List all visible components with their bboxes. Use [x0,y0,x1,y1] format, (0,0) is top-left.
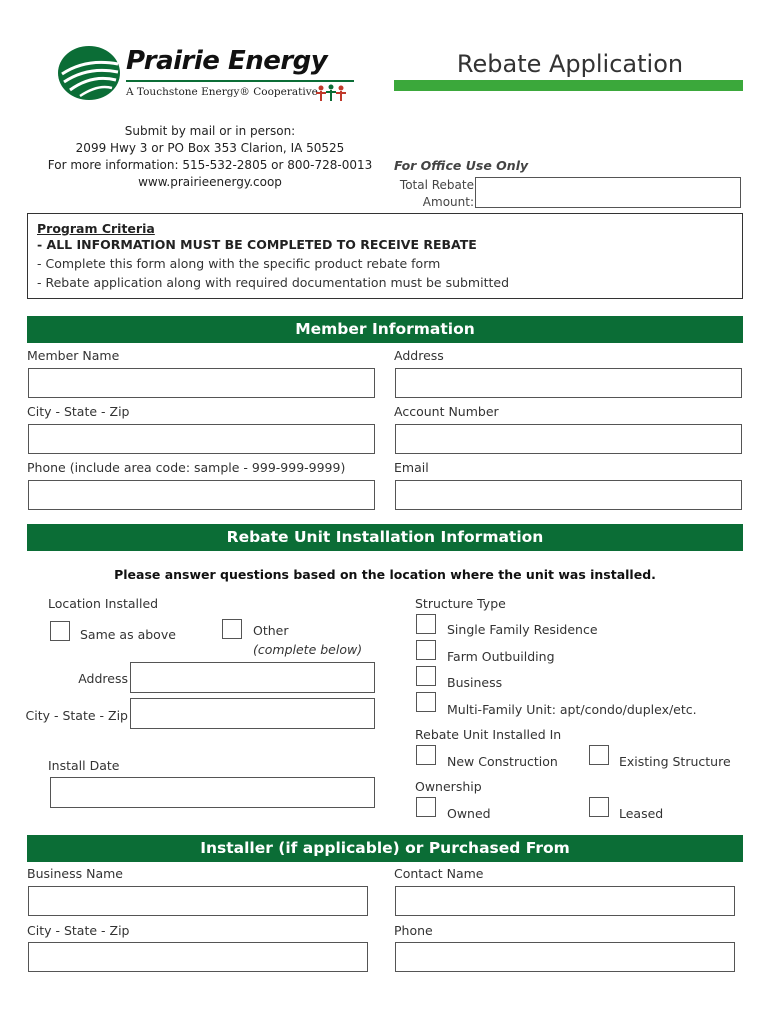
contact-line: Submit by mail or in person: [124,124,296,138]
installer-city-state-zip-field[interactable] [28,942,368,972]
business-name-field[interactable] [28,886,368,916]
business-name-label: Business Name [27,866,123,881]
total-rebate-label-line: Total Rebate [399,178,474,192]
install-city-state-zip-field[interactable] [130,698,375,729]
same-as-above-label: Same as above [80,627,176,642]
install-date-label: Install Date [48,758,120,773]
installer-phone-label: Phone [394,923,433,938]
address-field[interactable] [395,368,742,398]
other-note: (complete below) [253,642,363,657]
email-label: Email [394,460,429,475]
install-address-label: Address [78,671,128,686]
multi-family-checkbox[interactable] [416,692,436,712]
owned-label: Owned [447,806,491,821]
farm-outbuilding-label: Farm Outbuilding [447,649,555,664]
phone-field[interactable] [28,480,375,510]
installed-in-label: Rebate Unit Installed In [415,727,562,742]
same-as-above-checkbox[interactable] [50,621,70,641]
contact-website[interactable]: www.prairieenergy.coop [138,175,282,189]
total-rebate-label-line: Amount: [422,195,474,209]
criteria-title: Program Criteria [37,221,155,236]
title-bar [394,80,743,91]
contact-line: 2099 Hwy 3 or PO Box 353 Clarion, IA 50525 [75,141,345,155]
member-name-label: Member Name [27,348,120,363]
existing-structure-checkbox[interactable] [589,745,609,765]
prairie-energy-logo-icon [56,44,122,102]
city-state-zip-field[interactable] [28,424,375,454]
criteria-line: - Complete this form along with the specific product rebate form [37,256,441,271]
contact-name-field[interactable] [395,886,735,916]
account-number-field[interactable] [395,424,742,454]
criteria-line: - Rebate application along with required documentation must be submitted [37,275,510,290]
install-address-field[interactable] [130,662,375,693]
total-rebate-field[interactable] [475,177,741,208]
phone-label: Phone (include area code: sample - 999-999-9999) [27,460,346,475]
new-construction-label: New Construction [447,754,558,769]
contact-line: For more information: 515-532-2805 or 800-728-0013 [47,158,373,172]
total-rebate-label [380,177,474,211]
contact-name-label: Contact Name [394,866,484,881]
farm-outbuilding-checkbox[interactable] [416,640,436,660]
logo [56,44,356,104]
leased-checkbox[interactable] [589,797,609,817]
leased-label: Leased [619,806,664,821]
touchstone-people-icon [314,84,348,102]
structure-type-label: Structure Type [415,596,506,611]
install-date-field[interactable] [50,777,375,808]
logo-name: Prairie Energy [126,46,328,76]
installation-banner: Rebate Unit Installation Information [27,524,743,551]
ownership-label: Ownership [415,779,482,794]
single-family-label: Single Family Residence [447,622,598,637]
owned-checkbox[interactable] [416,797,436,817]
logo-tagline: A Touchstone Energy® Cooperative [126,86,318,98]
location-installed-label: Location Installed [48,596,159,611]
contact-block [40,123,380,191]
email-field[interactable] [395,480,742,510]
existing-structure-label: Existing Structure [619,754,731,769]
installer-phone-field[interactable] [395,942,735,972]
page-title: Rebate Application [456,50,684,78]
program-criteria-box [27,213,743,299]
member-name-field[interactable] [28,368,375,398]
other-checkbox[interactable] [222,619,242,639]
install-city-state-zip-label: City - State - Zip [25,708,128,723]
other-label: Other [253,623,289,638]
installer-banner: Installer (if applicable) or Purchased From [27,835,743,862]
multi-family-label: Multi-Family Unit: apt/condo/duplex/etc. [447,702,697,717]
city-state-zip-label: City - State - Zip [27,404,130,419]
single-family-checkbox[interactable] [416,614,436,634]
business-label: Business [447,675,503,690]
business-checkbox[interactable] [416,666,436,686]
member-information-banner: Member Information [27,316,743,343]
office-use-heading: For Office Use Only [394,158,529,173]
criteria-line: - ALL INFORMATION MUST BE COMPLETED TO RECEIVE REBATE [37,237,477,252]
logo-rule [126,80,354,82]
installer-city-state-zip-label: City - State - Zip [27,923,130,938]
account-number-label: Account Number [394,404,499,419]
address-label: Address [394,348,444,363]
installation-instruction: Please answer questions based on the location where the unit was installed. [114,567,656,582]
new-construction-checkbox[interactable] [416,745,436,765]
